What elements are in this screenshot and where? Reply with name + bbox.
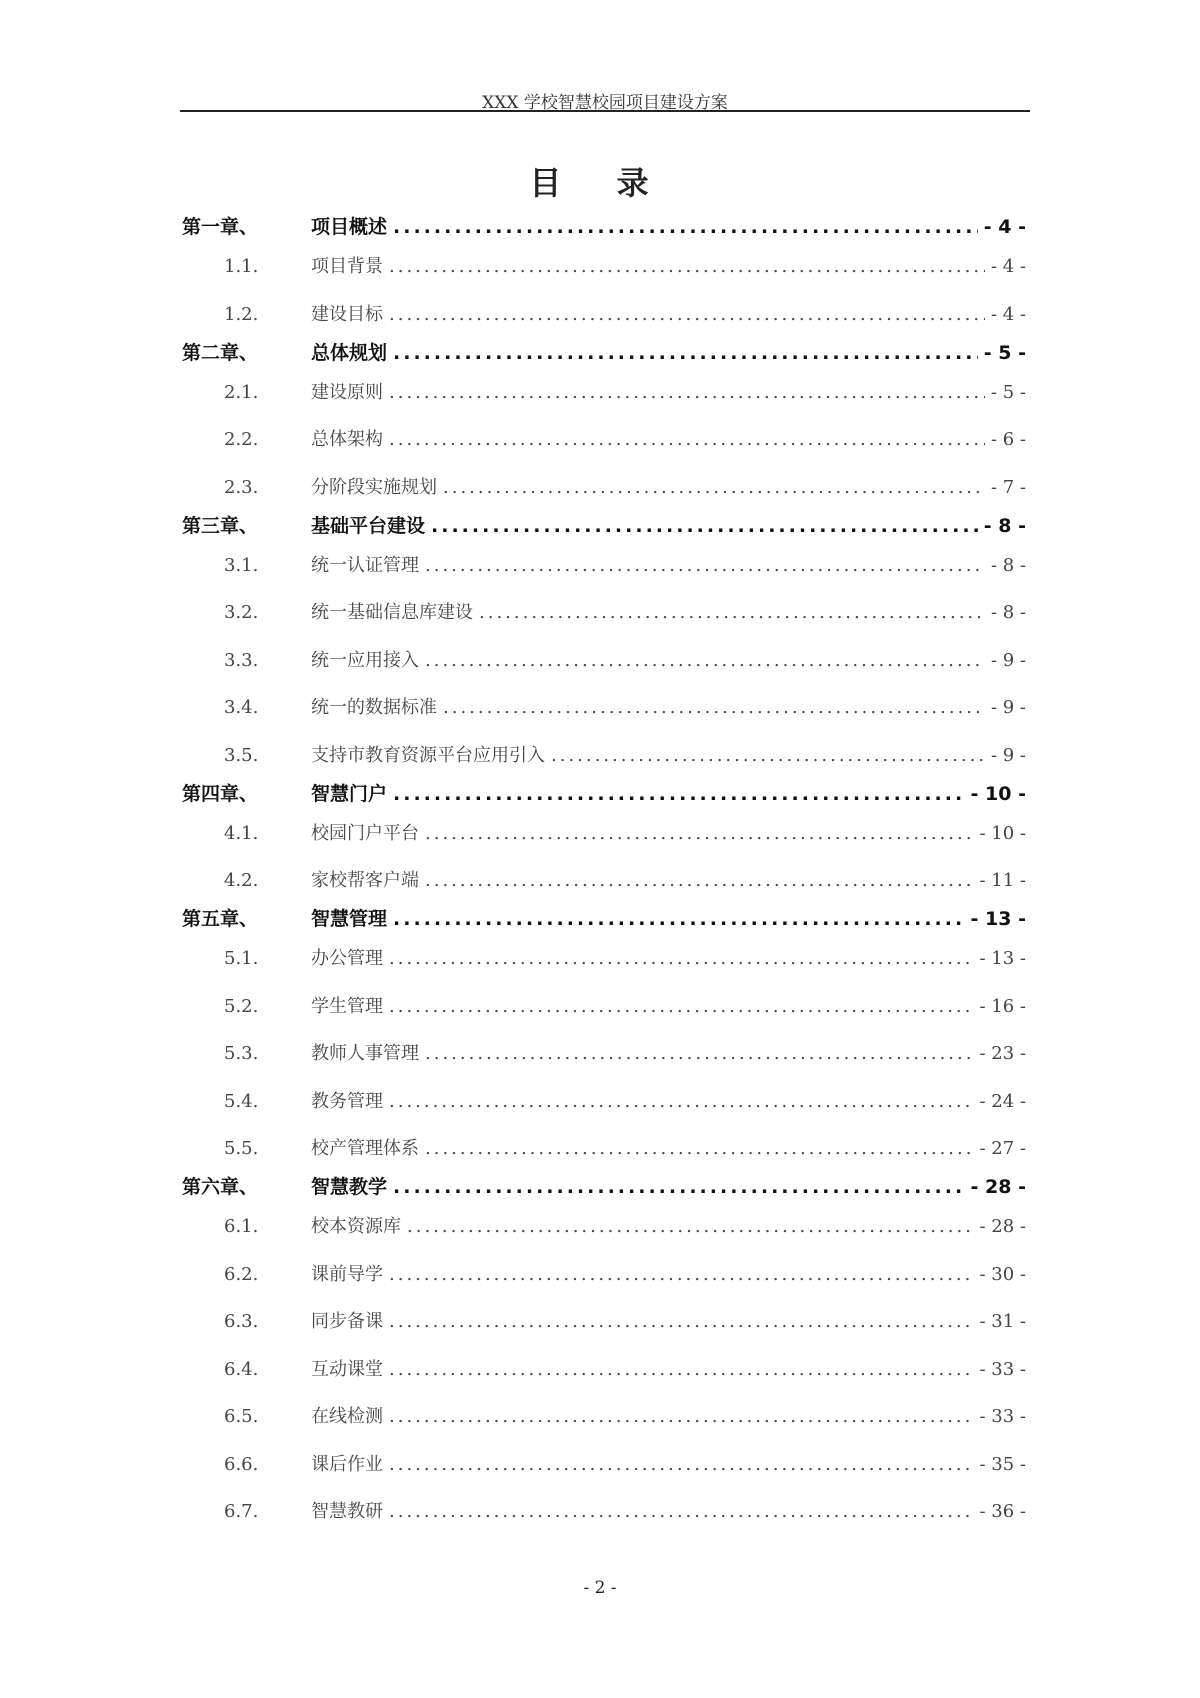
toc-section-entry[interactable] (182, 1129, 1026, 1168)
entry-page: - 13 - (979, 948, 1026, 969)
dot-leader (425, 1034, 973, 1073)
toc-chapter-entry[interactable] (182, 334, 1026, 373)
entry-number: 2.1. (224, 381, 259, 403)
header-rule (180, 110, 1030, 112)
entry-page: - 28 - (970, 1176, 1026, 1198)
dot-leader (393, 208, 978, 247)
toc-section-entry[interactable] (182, 295, 1026, 334)
toc-chapter-entry[interactable] (182, 507, 1026, 546)
entry-page: - 4 - (983, 216, 1026, 238)
entry-page: - 10 - (979, 822, 1026, 844)
entry-number: 第五章、 (182, 908, 259, 930)
dot-leader (443, 468, 985, 507)
entry-title: 统一基础信息库建设 (311, 602, 473, 623)
entry-number: 5.1. (224, 948, 259, 969)
entry-page: - 35 - (979, 1453, 1026, 1475)
entry-page: - 10 - (970, 782, 1026, 805)
toc-section-entry[interactable] (182, 688, 1026, 727)
entry-page: - 28 - (979, 1216, 1026, 1237)
entry-number: 3.1. (224, 554, 259, 576)
entry-page: - 33 - (979, 1406, 1026, 1427)
toc-section-entry[interactable] (182, 814, 1026, 853)
entry-page: - 9 - (990, 649, 1026, 671)
toc-section-entry[interactable] (182, 1350, 1026, 1389)
dot-leader (389, 1255, 973, 1294)
toc-section-entry[interactable] (182, 1397, 1026, 1436)
dot-leader (389, 1397, 973, 1436)
toc-section-entry[interactable] (182, 939, 1026, 978)
toc-section-entry[interactable] (182, 546, 1026, 585)
toc-chapter-entry[interactable] (182, 900, 1026, 939)
dot-leader (425, 546, 985, 585)
dot-leader (389, 1302, 973, 1341)
entry-page: - 9 - (990, 697, 1026, 718)
toc-section-entry[interactable] (182, 1255, 1026, 1294)
entry-title: 智慧教研 (311, 1501, 383, 1522)
entry-number: 1.2. (224, 303, 259, 325)
entry-number: 6.7. (224, 1501, 259, 1522)
entry-number: 3.5. (224, 744, 259, 766)
entry-page: - 24 - (979, 1090, 1026, 1112)
entry-title: 同步备课 (311, 1311, 383, 1332)
entry-title: 分阶段实施规划 (311, 476, 437, 498)
dot-leader (389, 420, 985, 459)
entry-page: - 16 - (979, 995, 1026, 1017)
toc-section-entry[interactable] (182, 861, 1026, 900)
dot-leader (389, 373, 985, 412)
entry-number: 5.4. (224, 1090, 259, 1112)
entry-number: 5.5. (224, 1138, 259, 1159)
dot-leader (425, 1129, 973, 1168)
entry-title: 课前导学 (311, 1263, 383, 1285)
entry-number: 4.1. (224, 822, 259, 844)
dot-leader (425, 641, 985, 680)
entry-title: 总体架构 (311, 429, 383, 450)
entry-title: 校本资源库 (311, 1216, 401, 1237)
entry-number: 6.2. (224, 1263, 259, 1285)
entry-title: 教务管理 (311, 1090, 383, 1112)
toc-section-entry[interactable] (182, 1492, 1026, 1531)
toc-section-entry[interactable] (182, 373, 1026, 412)
entry-page: - 31 - (979, 1311, 1026, 1332)
toc-section-entry[interactable] (182, 1034, 1026, 1073)
dot-leader (389, 987, 973, 1026)
entry-page: - 6 - (990, 429, 1026, 450)
dot-leader (407, 1207, 973, 1246)
entry-number: 5.2. (224, 995, 259, 1017)
dot-leader (479, 593, 985, 632)
running-header: XXX 学校智慧校园项目建设方案 (482, 93, 728, 113)
toc-section-entry[interactable] (182, 247, 1026, 286)
toc-chapter-entry[interactable] (182, 1168, 1026, 1207)
dot-leader (393, 1168, 965, 1207)
entry-page: - 7 - (990, 476, 1026, 498)
entry-title: 互动课堂 (311, 1358, 383, 1380)
entry-page: - 9 - (990, 744, 1026, 766)
toc-section-entry[interactable] (182, 987, 1026, 1026)
entry-page: - 8 - (990, 602, 1026, 623)
entry-page: - 4 - (990, 303, 1026, 325)
entry-number: 6.6. (224, 1453, 259, 1475)
dot-leader (425, 814, 973, 853)
entry-title: 项目概述 (311, 216, 388, 238)
toc-chapter-entry[interactable] (182, 775, 1026, 814)
entry-page: - 8 - (983, 514, 1026, 537)
entry-page: - 23 - (979, 1043, 1026, 1064)
dot-leader (393, 334, 978, 373)
entry-title: 教师人事管理 (311, 1043, 419, 1064)
entry-number: 6.3. (224, 1311, 259, 1332)
dot-leader (389, 1350, 973, 1389)
entry-title: 在线检测 (311, 1406, 383, 1427)
dot-leader (443, 688, 985, 727)
dot-leader (389, 1492, 973, 1531)
toc-section-entry[interactable] (182, 420, 1026, 459)
entry-title: 支持市教育资源平台应用引入 (311, 744, 545, 766)
dot-leader (389, 1445, 973, 1484)
dot-leader (551, 736, 985, 775)
entry-number: 第四章、 (182, 782, 259, 805)
entry-number: 1.1. (224, 256, 259, 277)
dot-leader (389, 939, 973, 978)
dot-leader (425, 861, 973, 900)
toc-section-entry[interactable] (182, 641, 1026, 680)
entry-number: 3.4. (224, 697, 259, 718)
entry-number: 3.3. (224, 649, 259, 671)
entry-title: 建设原则 (311, 381, 383, 403)
entry-number: 6.1. (224, 1216, 259, 1237)
entry-page: - 5 - (990, 381, 1026, 403)
entry-number: 2.2. (224, 429, 259, 450)
dot-leader (389, 295, 985, 334)
entry-title: 智慧门户 (311, 782, 388, 805)
entry-number: 第一章、 (182, 216, 259, 238)
entry-title: 智慧管理 (311, 908, 388, 930)
entry-title: 学生管理 (311, 995, 383, 1017)
dot-leader (393, 775, 965, 814)
toc-section-entry[interactable] (182, 1082, 1026, 1121)
toc-section-entry[interactable] (182, 1445, 1026, 1484)
entry-number: 3.2. (224, 602, 259, 623)
entry-page: - 33 - (979, 1358, 1026, 1380)
entry-number: 2.3. (224, 476, 259, 498)
entry-number: 4.2. (224, 870, 259, 891)
dot-leader (431, 507, 978, 546)
entry-page: - 27 - (979, 1138, 1026, 1159)
entry-number: 5.3. (224, 1043, 259, 1064)
table-of-contents (182, 208, 1026, 1531)
entry-title: 基础平台建设 (311, 514, 426, 537)
entry-title: 校产管理体系 (311, 1138, 419, 1159)
entry-page: - 11 - (979, 870, 1026, 891)
entry-page: - 8 - (990, 554, 1026, 576)
entry-page: - 36 - (979, 1501, 1026, 1522)
toc-section-entry[interactable] (182, 593, 1026, 632)
entry-number: 第六章、 (182, 1176, 259, 1198)
entry-page: - 4 - (990, 256, 1026, 277)
entry-title: 智慧教学 (311, 1176, 388, 1198)
entry-number: 第二章、 (182, 341, 259, 364)
page-number: - 2 - (583, 1578, 617, 1598)
entry-number: 第三章、 (182, 514, 259, 537)
entry-page: - 13 - (970, 908, 1026, 930)
entry-title: 项目背景 (311, 256, 383, 277)
entry-page: - 5 - (983, 341, 1026, 364)
toc-title: 目 录 (529, 164, 671, 202)
entry-title: 课后作业 (311, 1453, 383, 1475)
entry-title: 家校帮客户端 (311, 870, 419, 891)
entry-title: 统一认证管理 (311, 554, 419, 576)
dot-leader (393, 900, 965, 939)
entry-title: 校园门户平台 (311, 822, 419, 844)
toc-section-entry[interactable] (182, 468, 1026, 507)
entry-title: 建设目标 (311, 303, 383, 325)
dot-leader (389, 247, 985, 286)
dot-leader (389, 1082, 973, 1121)
entry-title: 统一应用接入 (311, 649, 419, 671)
toc-section-entry[interactable] (182, 736, 1026, 775)
entry-number: 6.4. (224, 1358, 259, 1380)
entry-title: 总体规划 (311, 341, 388, 364)
toc-section-entry[interactable] (182, 1207, 1026, 1246)
toc-chapter-entry[interactable] (182, 208, 1026, 247)
entry-page: - 30 - (979, 1263, 1026, 1285)
entry-title: 办公管理 (311, 948, 383, 969)
entry-number: 6.5. (224, 1406, 259, 1427)
toc-section-entry[interactable] (182, 1302, 1026, 1341)
entry-title: 统一的数据标准 (311, 697, 437, 718)
